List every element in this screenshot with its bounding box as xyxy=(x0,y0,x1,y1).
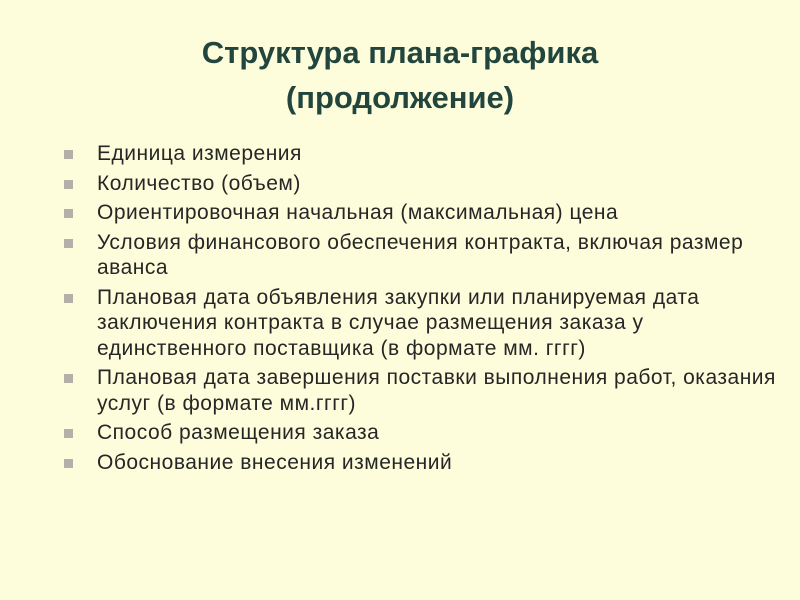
bullet-list xyxy=(63,141,793,479)
square-bullet-icon xyxy=(64,150,73,159)
square-bullet-icon xyxy=(64,459,73,468)
bullet-text: Ориентировочная начальная (максимальная) цена xyxy=(97,201,619,224)
square-bullet-icon xyxy=(64,429,73,438)
bullet-text: Единица измерения xyxy=(97,142,302,165)
square-bullet-icon xyxy=(64,239,73,248)
bullet-text: Плановая дата объявления закупки или планируемая дата заключения контракта в случае размещения заказа у единственного поставщика (в формате мм. гггг) xyxy=(97,285,700,360)
bullet-item xyxy=(63,141,793,167)
bullet-text: Плановая дата завершения поставки выполнения работ, оказания услуг (в формате мм.гггг) xyxy=(97,366,776,415)
bullet-item xyxy=(63,200,793,226)
bullet-item xyxy=(63,285,793,362)
square-bullet-icon xyxy=(64,294,73,303)
square-bullet-icon xyxy=(64,209,73,218)
square-bullet-icon xyxy=(64,374,73,383)
bullet-item xyxy=(63,365,793,416)
slide-title-line-2: (продолжение) xyxy=(285,80,515,115)
bullet-item xyxy=(63,230,793,281)
bullet-text: Количество (объем) xyxy=(97,171,301,195)
bullet-text: Способ размещения заказа xyxy=(97,421,380,444)
bullet-item xyxy=(63,171,793,197)
bullet-item xyxy=(63,450,793,476)
slide-title xyxy=(0,30,800,120)
slide-title-line-1: Структура плана-графика xyxy=(201,35,599,70)
bullet-text: Условия финансового обеспечения контракта, включая размер аванса xyxy=(97,230,744,279)
square-bullet-icon xyxy=(64,180,73,189)
bullet-item xyxy=(63,420,793,446)
bullet-text: Обоснование внесения изменений xyxy=(97,450,453,474)
